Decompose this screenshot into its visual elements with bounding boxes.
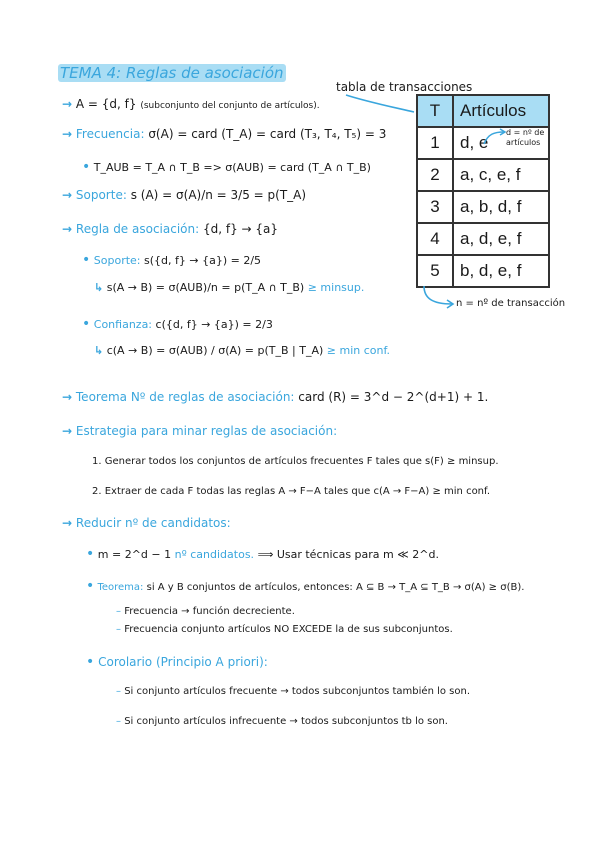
corolario-label: Corolario (Principio A priori): <box>98 655 268 669</box>
sub-soporte-formula: s({d, f} → {a}) = 2/5 <box>144 254 262 267</box>
title-text: TEMA 4: Reglas de asociación <box>60 64 284 82</box>
tunion-formula: T_AUB = T_A ∩ T_B => σ(AUB) = card (T_A ∩ T_B) <box>93 161 371 174</box>
header-articulos: Artículos <box>453 95 549 127</box>
corner-arrow-icon: ↳ <box>94 281 104 294</box>
row-id: 4 <box>417 223 453 255</box>
table-row <box>417 191 549 223</box>
bullet-icon: • <box>82 252 91 268</box>
candidatos-formula: m = 2^d − 1 <box>97 548 172 561</box>
def-a-note: (subconjunto del conjunto de artículos). <box>140 101 320 111</box>
teorema2-dash2-text: Frecuencia conjunto artículos NO EXCEDE la de sus subconjuntos. <box>124 624 453 635</box>
teorema2-dash-1 <box>116 606 295 617</box>
reducir-line <box>62 516 231 530</box>
confianza-line <box>82 316 273 332</box>
soporte-line <box>62 188 306 202</box>
table-row <box>417 159 549 191</box>
corolario-item-1 <box>116 686 470 697</box>
def-a-line <box>62 97 320 111</box>
row-id: 2 <box>417 159 453 191</box>
dash-icon: – <box>116 606 121 617</box>
dash-icon: – <box>116 686 121 697</box>
soporte-formula: s (A) = σ(A)/n = 3/5 = p(T_A) <box>130 188 307 202</box>
table-row <box>417 255 549 287</box>
row-id: 1 <box>417 127 453 159</box>
teorema-line <box>62 390 488 404</box>
corolario-2-text: Si conjunto artículos infrecuente → todos subconjuntos tb lo son. <box>124 716 448 727</box>
row-items: a, b, d, f <box>453 191 549 223</box>
row-id: 3 <box>417 191 453 223</box>
table-row <box>417 223 549 255</box>
corolario-1-text: Si conjunto artículos frecuente → todos subconjuntos también lo son. <box>124 686 471 697</box>
table-header-row <box>417 95 549 127</box>
bullet-icon: • <box>82 316 91 332</box>
tunion-line <box>82 159 371 175</box>
soporte-label: Soporte: <box>75 188 127 202</box>
regla-label: Regla de asociación: <box>75 222 200 236</box>
row-items: a, c, e, f <box>453 159 549 191</box>
frecuencia-line <box>62 127 386 141</box>
estrategia-step-1 <box>92 456 499 467</box>
confianza-def: c(A → B) = σ(AUB) / σ(A) = p(T_B | T_A) <box>106 344 324 357</box>
bullet-icon: • <box>86 578 95 594</box>
confianza-formula: c({d, f} → {a}) = 2/3 <box>155 318 273 331</box>
def-a: A = {d, f} <box>75 97 137 111</box>
row-items: d, e <box>453 127 549 159</box>
sub-soporte-def-line <box>94 281 364 294</box>
teorema2-dash-2 <box>116 624 453 635</box>
teorema2-label: Teorema: <box>97 582 144 593</box>
teorema2-text: si A y B conjuntos de artículos, entonces: A ⊆ B → T_A ⊆ T_B → σ(A) ≥ σ(B). <box>146 582 525 593</box>
row-items: b, d, e, f <box>453 255 549 287</box>
dash-icon: – <box>116 624 121 635</box>
bullet-icon: • <box>86 546 95 562</box>
estrategia-2-text: 2. Extraer de cada F todas las reglas A → F−A tales que c(A → F−A) ≥ min conf. <box>92 486 490 497</box>
table-title-arrow <box>318 92 418 122</box>
frecuencia-label: Frecuencia: <box>75 127 145 141</box>
teorema2-dash1-text: Frecuencia → función decreciente. <box>124 606 295 617</box>
sub-soporte-def: s(A → B) = σ(AUB)/n = p(T_A ∩ T_B) <box>106 281 305 294</box>
dash-icon: – <box>116 716 121 727</box>
corolario-item-2 <box>116 716 448 727</box>
row-items: a, d, e, f <box>453 223 549 255</box>
arrow-icon: → <box>62 188 73 202</box>
arrow-icon: → <box>62 390 73 404</box>
row-id: 5 <box>417 255 453 287</box>
confianza-label: Confianza: <box>93 318 153 331</box>
estrategia-line <box>62 424 337 438</box>
reducir-label: Reducir nº de candidatos: <box>75 516 231 530</box>
teorema-formula: card (R) = 3^d − 2^(d+1) + 1. <box>298 390 489 404</box>
regla-line <box>62 222 278 236</box>
minconf-text: ≥ min conf. <box>326 344 391 357</box>
d-note: d = nº de artículos <box>506 128 545 147</box>
arrow-icon: → <box>62 97 73 111</box>
table-title: tabla de transacciones <box>336 80 473 94</box>
sub-soporte-line <box>82 252 261 268</box>
corner-arrow-icon: ↳ <box>94 344 104 357</box>
frecuencia-formula: σ(A) = card (T_A) = card (T₃, T₄, T₅) = 3 <box>148 127 387 141</box>
sub-soporte-label: Soporte: <box>93 254 141 267</box>
teorema2-line <box>86 578 524 594</box>
candidatos-line <box>86 546 439 562</box>
estrategia-label: Estrategia para minar reglas de asociación: <box>75 424 338 438</box>
regla-formula: {d, f} → {a} <box>203 222 279 236</box>
arrow-icon: → <box>62 424 73 438</box>
bullet-icon: • <box>82 159 91 175</box>
corolario-line <box>86 654 268 670</box>
n-note-arrow <box>418 284 458 310</box>
estrategia-1-text: 1. Generar todos los conjuntos de artículos frecuentes F tales que s(F) ≥ minsup. <box>92 456 499 467</box>
page-title <box>58 64 286 82</box>
teorema-label: Teorema Nº de reglas de asociación: <box>75 390 295 404</box>
n-note: n = nº de transacción <box>456 298 566 309</box>
header-t: T <box>417 95 453 127</box>
transactions-table <box>416 94 550 288</box>
candidatos-note: ⟹ Usar técnicas para m ≪ 2^d. <box>257 548 439 561</box>
estrategia-step-2 <box>92 486 490 497</box>
arrow-icon: → <box>62 127 73 141</box>
bullet-icon: • <box>86 654 95 670</box>
minsup-text: ≥ minsup. <box>307 281 365 294</box>
confianza-def-line <box>94 344 390 357</box>
candidatos-label: nº candidatos. <box>174 548 255 561</box>
arrow-icon: → <box>62 516 73 530</box>
arrow-icon: → <box>62 222 73 236</box>
